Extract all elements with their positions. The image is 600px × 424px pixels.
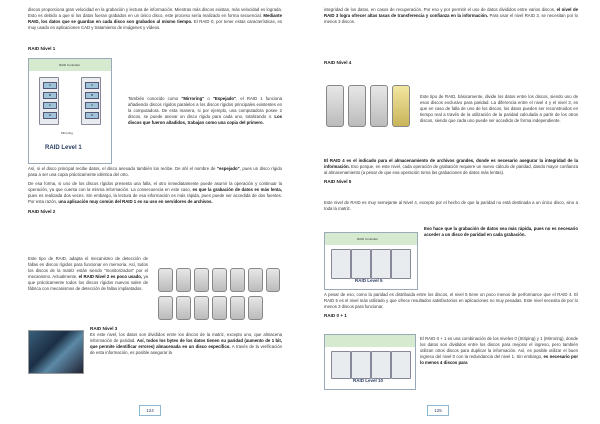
raid4-disk-2 bbox=[348, 85, 366, 127]
raid4-diagram bbox=[324, 75, 416, 145]
raid5-diagram bbox=[324, 232, 418, 290]
raid01-text bbox=[420, 336, 578, 369]
raid2-bold: el RAID Nivel 2 es poco usado, bbox=[78, 274, 143, 280]
raid1-mirroring: "Mirroring" bbox=[181, 96, 205, 101]
raid2-heading: RAID Nivel 2 bbox=[28, 208, 56, 214]
raid1-espejado: "Espejado" bbox=[212, 96, 237, 101]
raid1-p2-b: pues es realizada dos veces. Sin embargo, la lectura de esa información es más rápida, pues puede ser accedida de dos fuentes. Por esta razón, bbox=[28, 193, 282, 205]
raid1-p2-bold2: una aplicación muy común del RAID 1 es su uso en servidores de archivos. bbox=[58, 199, 213, 205]
raid2-disk-4 bbox=[212, 268, 227, 292]
raid5-controller-label: RAID Controller bbox=[357, 237, 379, 241]
raid2-disk-7 bbox=[266, 268, 280, 292]
raid1-disk1-block-a: A bbox=[43, 82, 57, 89]
raid1-text-e: , pues un disco rígido pasa a ser una copia prácticamente idéntica del otro. bbox=[28, 166, 282, 178]
raid1-disk-2 bbox=[81, 77, 101, 125]
right-page bbox=[300, 0, 600, 424]
raid3-section bbox=[90, 326, 282, 359]
raid2-disk-2 bbox=[176, 268, 191, 292]
raid5-intro bbox=[324, 200, 578, 212]
raid1-text-d: Así, si el disco principal recibe datos, el disco anexado también los recibe. De ahí el nombre de bbox=[28, 166, 216, 171]
raid4-text bbox=[420, 94, 578, 127]
raid1-disk2-block-d: D bbox=[85, 112, 99, 119]
raid10-diagram bbox=[324, 334, 416, 390]
raid1-text-c: , el RAID 1 funciona añadiendo discos rígidos paralelos a los discos rígidos principales existentes en la computadora. De esta manera, si por ejemplo, una computadora posee 2 discos, se puede anexar un disco rígido para cada uno, totalizando 4. bbox=[128, 96, 282, 120]
raid5-disk-2 bbox=[351, 249, 371, 279]
raid1-p2-bold: es que la grabación de datos es más lenta, bbox=[192, 187, 282, 193]
raid2-disk-11 bbox=[212, 296, 227, 320]
left-intro-bold: Mediante RAID, los datos que se guardan en cada disco son grabados al mismo tiempo. bbox=[28, 13, 282, 25]
raid4-parity-disk bbox=[392, 85, 410, 127]
raid1-disk2-block-c: C bbox=[85, 102, 99, 109]
server-rack-photo bbox=[28, 330, 84, 374]
raid3-text-a: En este nivel, los datos son divididos entre los discos de la matriz, excepto uno, que almacena información de paridad. bbox=[90, 332, 282, 344]
right-intro bbox=[324, 7, 578, 28]
raid01-bold: es necesario por lo menos 4 discos para bbox=[420, 354, 578, 366]
raid2-disk-12 bbox=[230, 296, 245, 320]
raid01-heading: RAID 0 + 1 bbox=[324, 313, 347, 319]
left-page-number: 124 bbox=[139, 405, 161, 416]
raid1-text-a: También conocido como bbox=[128, 96, 179, 101]
raid5-disk-1 bbox=[331, 249, 351, 279]
raid4-bold: El RAID 4 es el indicado para el almacenamiento de archivos grandes, donde es necesario asegurar la integridad de la información. bbox=[324, 158, 578, 170]
raid10-disk-2 bbox=[351, 351, 371, 379]
raid1-text-right bbox=[128, 96, 282, 129]
raid4-disk-3 bbox=[370, 85, 388, 127]
raid1-disk1-block-c: C bbox=[43, 102, 57, 109]
raid2-diagram bbox=[156, 256, 282, 326]
raid1-espejado2: "espejado" bbox=[216, 166, 240, 171]
raid01-text-a: El RAID 0 + 1 es una combinación de los niveles 0 (Striping) y 1 (Mirroring), donde los datos son divididos entre los discos para mejorar el ingreso, pero también utilizan otros discos para duplicar la información. Así, es posible utilizar el buen ingreso del nivel 0 con la redundancia del nivel 1. Sin embargo, bbox=[420, 336, 578, 360]
raid2-disk-3 bbox=[194, 268, 209, 292]
raid2-disk-1 bbox=[158, 268, 173, 292]
raid2-disk-8 bbox=[158, 296, 173, 320]
raid1-section bbox=[28, 46, 282, 52]
raid4-disk-1 bbox=[326, 85, 344, 127]
right-intro-text: integridad de los datos, en casos de recuperación. Por eso y por permitir el uso de datos divididos entre varios discos, bbox=[324, 7, 556, 12]
raid3-text-b: A través de la verificación de esta información, es posible asegurar la bbox=[90, 344, 282, 356]
raid2-disk-6 bbox=[248, 268, 263, 292]
raid10-disk-3 bbox=[371, 351, 391, 379]
raid2-disk-9 bbox=[176, 296, 191, 320]
raid5-bold: Eso hace que la grabación de datos sea más rápida, pues no es necesario acceder a un disco de paridad en cada grabación. bbox=[424, 226, 578, 238]
raid5-bold-text bbox=[424, 226, 578, 241]
raid10-controller-header bbox=[325, 335, 415, 347]
raid2-disk-13 bbox=[248, 296, 263, 320]
raid2-text-a: Este tipo de RAID, adapta el mecanismo de detección de fallas en discos rígidos para funcionar en memoria. Así, todos los discos de la matriz están siendo "monitorizados" por el mecanismo. Actualmente, bbox=[28, 256, 148, 280]
raid1-diagram-title: RAID Level 1 bbox=[45, 145, 82, 151]
raid10-disk-1 bbox=[331, 351, 351, 379]
raid1-disk2-block-b: B bbox=[85, 92, 99, 99]
raid5-text-b: A pesar de eso, como la paridad es distribuida entre los discos, el nivel 5 tiene un poco menos de performance que el RAID 4. El RAID 5 es el nivel más utilizado y que ofrece resultados satisfactorios en aplicaciones no muy pesadas. Este nivel necesita de por lo menos 3 discos para funcionar. bbox=[324, 292, 578, 310]
raid4-text-a: Este tipo de RAID, básicamente, divide los datos entre los discos, siendo uno de esos discos exclusivo para paridad. La diferencia entre el nivel 4 y el nivel 3, es que en caso de falla de uno de los discos, los datos pueden ser reconstruidos en tiempo real a través de la utilización de la paridad calculada a partir de los otros discos, siendo que cada uno puede ser accedido de forma independiente. bbox=[420, 94, 578, 124]
raid1-bold: Los discos que fueron añadidos, trabajan como una copia del primero. bbox=[128, 114, 282, 126]
raid1-heading: RAID Nivel 1 bbox=[28, 46, 56, 51]
raid4-text-b: Eso porque, en este nivel, cada operación de grabación requiere un nuevo cálculo de paridad, dando mayor confianza al almacenamiento (a pesar de que esa operación torna las grabaciones de datos más lentas). bbox=[324, 164, 578, 176]
raid5-disk-4 bbox=[391, 249, 411, 279]
raid2-disk-10 bbox=[194, 296, 209, 320]
raid3-bold: Así, todos los bytes de los datos tienen su paridad (aumento de 1 bit, que permite identificar errores) almacenada en un disco específico. bbox=[90, 338, 282, 350]
raid2-text-b: ya que prácticamente todos los discos rígidos nuevos salen de fábrica con mecanismos de detección de fallas implantados. bbox=[28, 274, 148, 292]
left-intro-tail: El RAID 0, por tener estas características, es muy usado en aplicaciones CAD y tratamiento de imágenes y vídeos. bbox=[28, 19, 282, 31]
raid3-heading: RAID Nivel 3 bbox=[90, 326, 118, 331]
right-intro-tail: Para usar el nivel RAID 3, se necesitan por lo menos 3 discos. bbox=[324, 13, 579, 25]
raid4-heading: RAID Nivel 4 bbox=[324, 60, 352, 65]
raid1-controller-label: RAID Controller bbox=[59, 63, 81, 67]
raid10-diagram-title: RAID Level 10 bbox=[353, 378, 384, 383]
raid1-p2: De esa forma, si uno de los discos rígidos presenta una falla, el otro inmediatamente puede asumir la operación y continuar la operación, ya que cuenta con la misma información. La consecuencia en este caso, bbox=[28, 181, 282, 193]
raid1-diagram bbox=[28, 58, 112, 164]
raid5-heading: RAID Nivel 5 bbox=[324, 179, 352, 185]
raid1-continued bbox=[28, 166, 282, 215]
left-intro-text: discos proporciona gran velocidad en la grabación y lectura de información. Mientras más discos existan, más velocidad es lograda. Esto es debido a que si los datos fueran grabados en un único disco, este proceso sería realizado en forma secuencial. bbox=[28, 7, 282, 19]
raid1-disk1-block-b: B bbox=[43, 92, 57, 99]
raid1-disk2-block-a: A bbox=[85, 82, 99, 89]
raid4-continued bbox=[324, 158, 578, 185]
raid2-disk-5 bbox=[230, 268, 245, 292]
right-intro-bold: el nivel de RAID 3 logra ofrecer altas tasas de transferencia y confianza en la información. bbox=[324, 7, 578, 19]
raid5-diagram-title: RAID Level 5 bbox=[355, 278, 383, 283]
right-page-number: 125 bbox=[427, 405, 449, 416]
raid1-mirroring-label: Mirroring bbox=[61, 131, 73, 135]
raid1-disk-1 bbox=[39, 77, 59, 125]
raid10-disk-4 bbox=[391, 351, 411, 379]
left-intro bbox=[28, 7, 282, 34]
raid4-heading-wrap bbox=[324, 60, 404, 66]
raid5-continued bbox=[324, 292, 578, 319]
raid5-text-visible: Este nivel de RAID es muy semejante al Nivel 4, excepto por el hecho de que la paridad no está destinada a un único disco, sino a toda la matriz. bbox=[324, 200, 578, 212]
raid1-text-b: o bbox=[207, 96, 210, 101]
raid5-disk-3 bbox=[371, 249, 391, 279]
raid1-disk1-block-d: D bbox=[43, 112, 57, 119]
raid2-text bbox=[28, 256, 148, 296]
